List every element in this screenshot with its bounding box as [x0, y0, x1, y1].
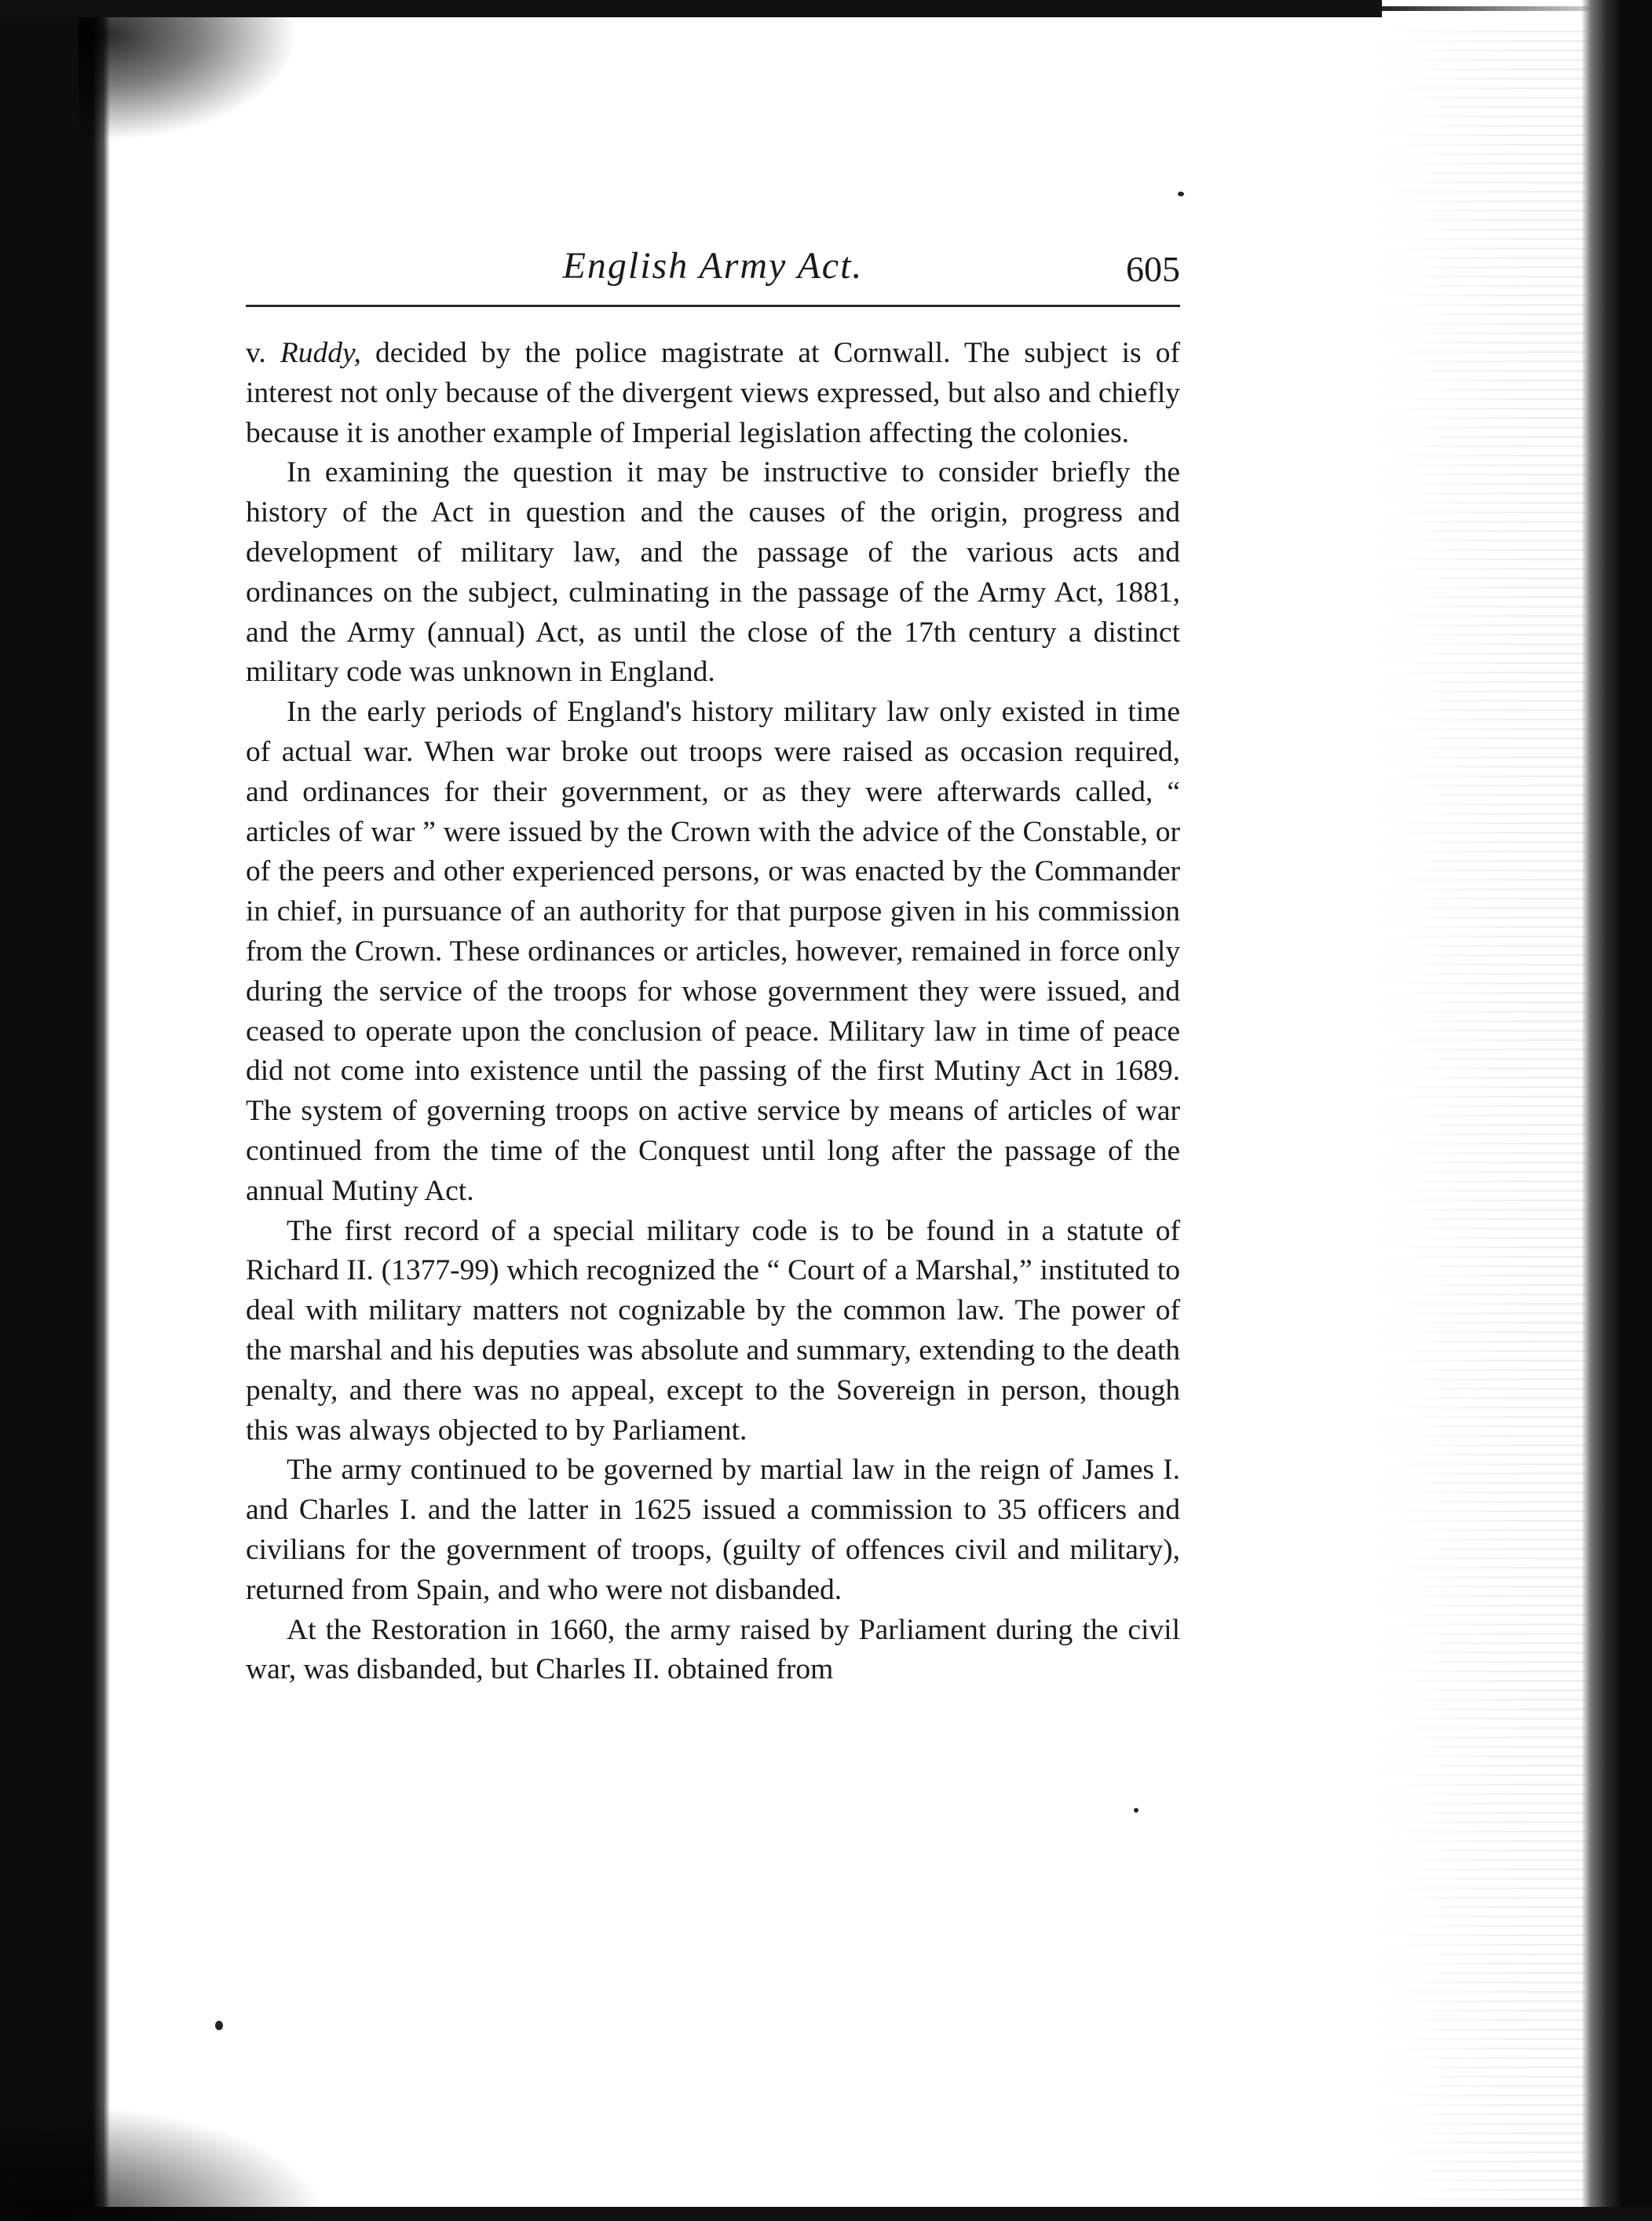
page-number: 605: [1126, 249, 1180, 289]
paragraph: The first record of a special military code is to be found in a statute of Richard II. (1377-99) which recognized the “ Court of a Marshal,” instituted to deal with military matters not cognizable by the common law. The power of the marshal and his deputies was absolute and summary, extending to the death penalty, and there was no appeal, except to the Sovereign in person, though this was always objected to by Parliament.: [246, 1214, 1180, 1447]
body-text: [246, 334, 1180, 1690]
scan-smudge-bottom-left: [0, 2103, 330, 2221]
case-prefix: v.: [246, 337, 280, 369]
running-title: English Army Act.: [562, 245, 864, 287]
header-rule: [246, 305, 1180, 307]
scan-top-border: [0, 0, 1382, 17]
scan-right-speckle: [1366, 24, 1602, 2207]
paragraph: In the early periods of England's history military law only existed in time of actual war. When war broke out troops were raised as occasion required, and ordinances for their government, or as they were afterwards called, “ articles of war ” were issued by the Crown with the advice of the Constable, or of the peers and other experienced persons, or was enacted by the Commander in chief, in pursuance of an authority for that purpose given in his commission from the Crown. These ordinances or articles, however, remained in force only during the service of the troops for whose government they were issued, and ceased to operate upon the conclusion of peace. Military law in time of peace did not come into existence until the passing of the first Mutiny Act in 1689. The system of governing troops on active service by means of articles of war continued from the time of the Conquest until long after the passage of the annual Mutiny Act.: [246, 696, 1180, 1207]
paragraph: At the Restoration in 1660, the army raised by Parliament during the civil war, was disbanded, but Charles II. obtained from: [246, 1613, 1180, 1686]
running-header: [246, 232, 1180, 300]
scan-speck: [1178, 192, 1184, 196]
paragraph: The army continued to be governed by martial law in the reign of James I. and Charles I. and the latter in 1625 issued a commission to 35 officers and civilians for the government of troops, (guilty of offences civil and military), returned from Spain, and who were not disbanded.: [246, 1454, 1180, 1606]
scan-left-border: [0, 0, 110, 2221]
case-name: Ruddy,: [280, 337, 361, 369]
scan-speck: [1134, 1808, 1138, 1813]
paragraph: In examining the question it may be instructive to consider briefly the history of the Act in question and the causes of the origin, progress and development of military law, and the passage of the various acts and ordinances on the subject, culminating in the passage of the Army Act, 1881, and the Army (annual) Act, as until the close of the 17th century a distinct military code was unknown in England.: [246, 456, 1180, 689]
scan-speck: [215, 2021, 223, 2030]
paragraph-text: decided by the police magistrate at Cornwall. The subject is of interest not only because of the divergent views expressed, but also and chiefly because it is another example of Imperial legislation affecting the colonies.: [246, 337, 1180, 449]
paragraph-continued: [246, 334, 1180, 453]
scan-right-border: [1581, 0, 1652, 2221]
scan-smudge-top-left: [79, 8, 298, 141]
